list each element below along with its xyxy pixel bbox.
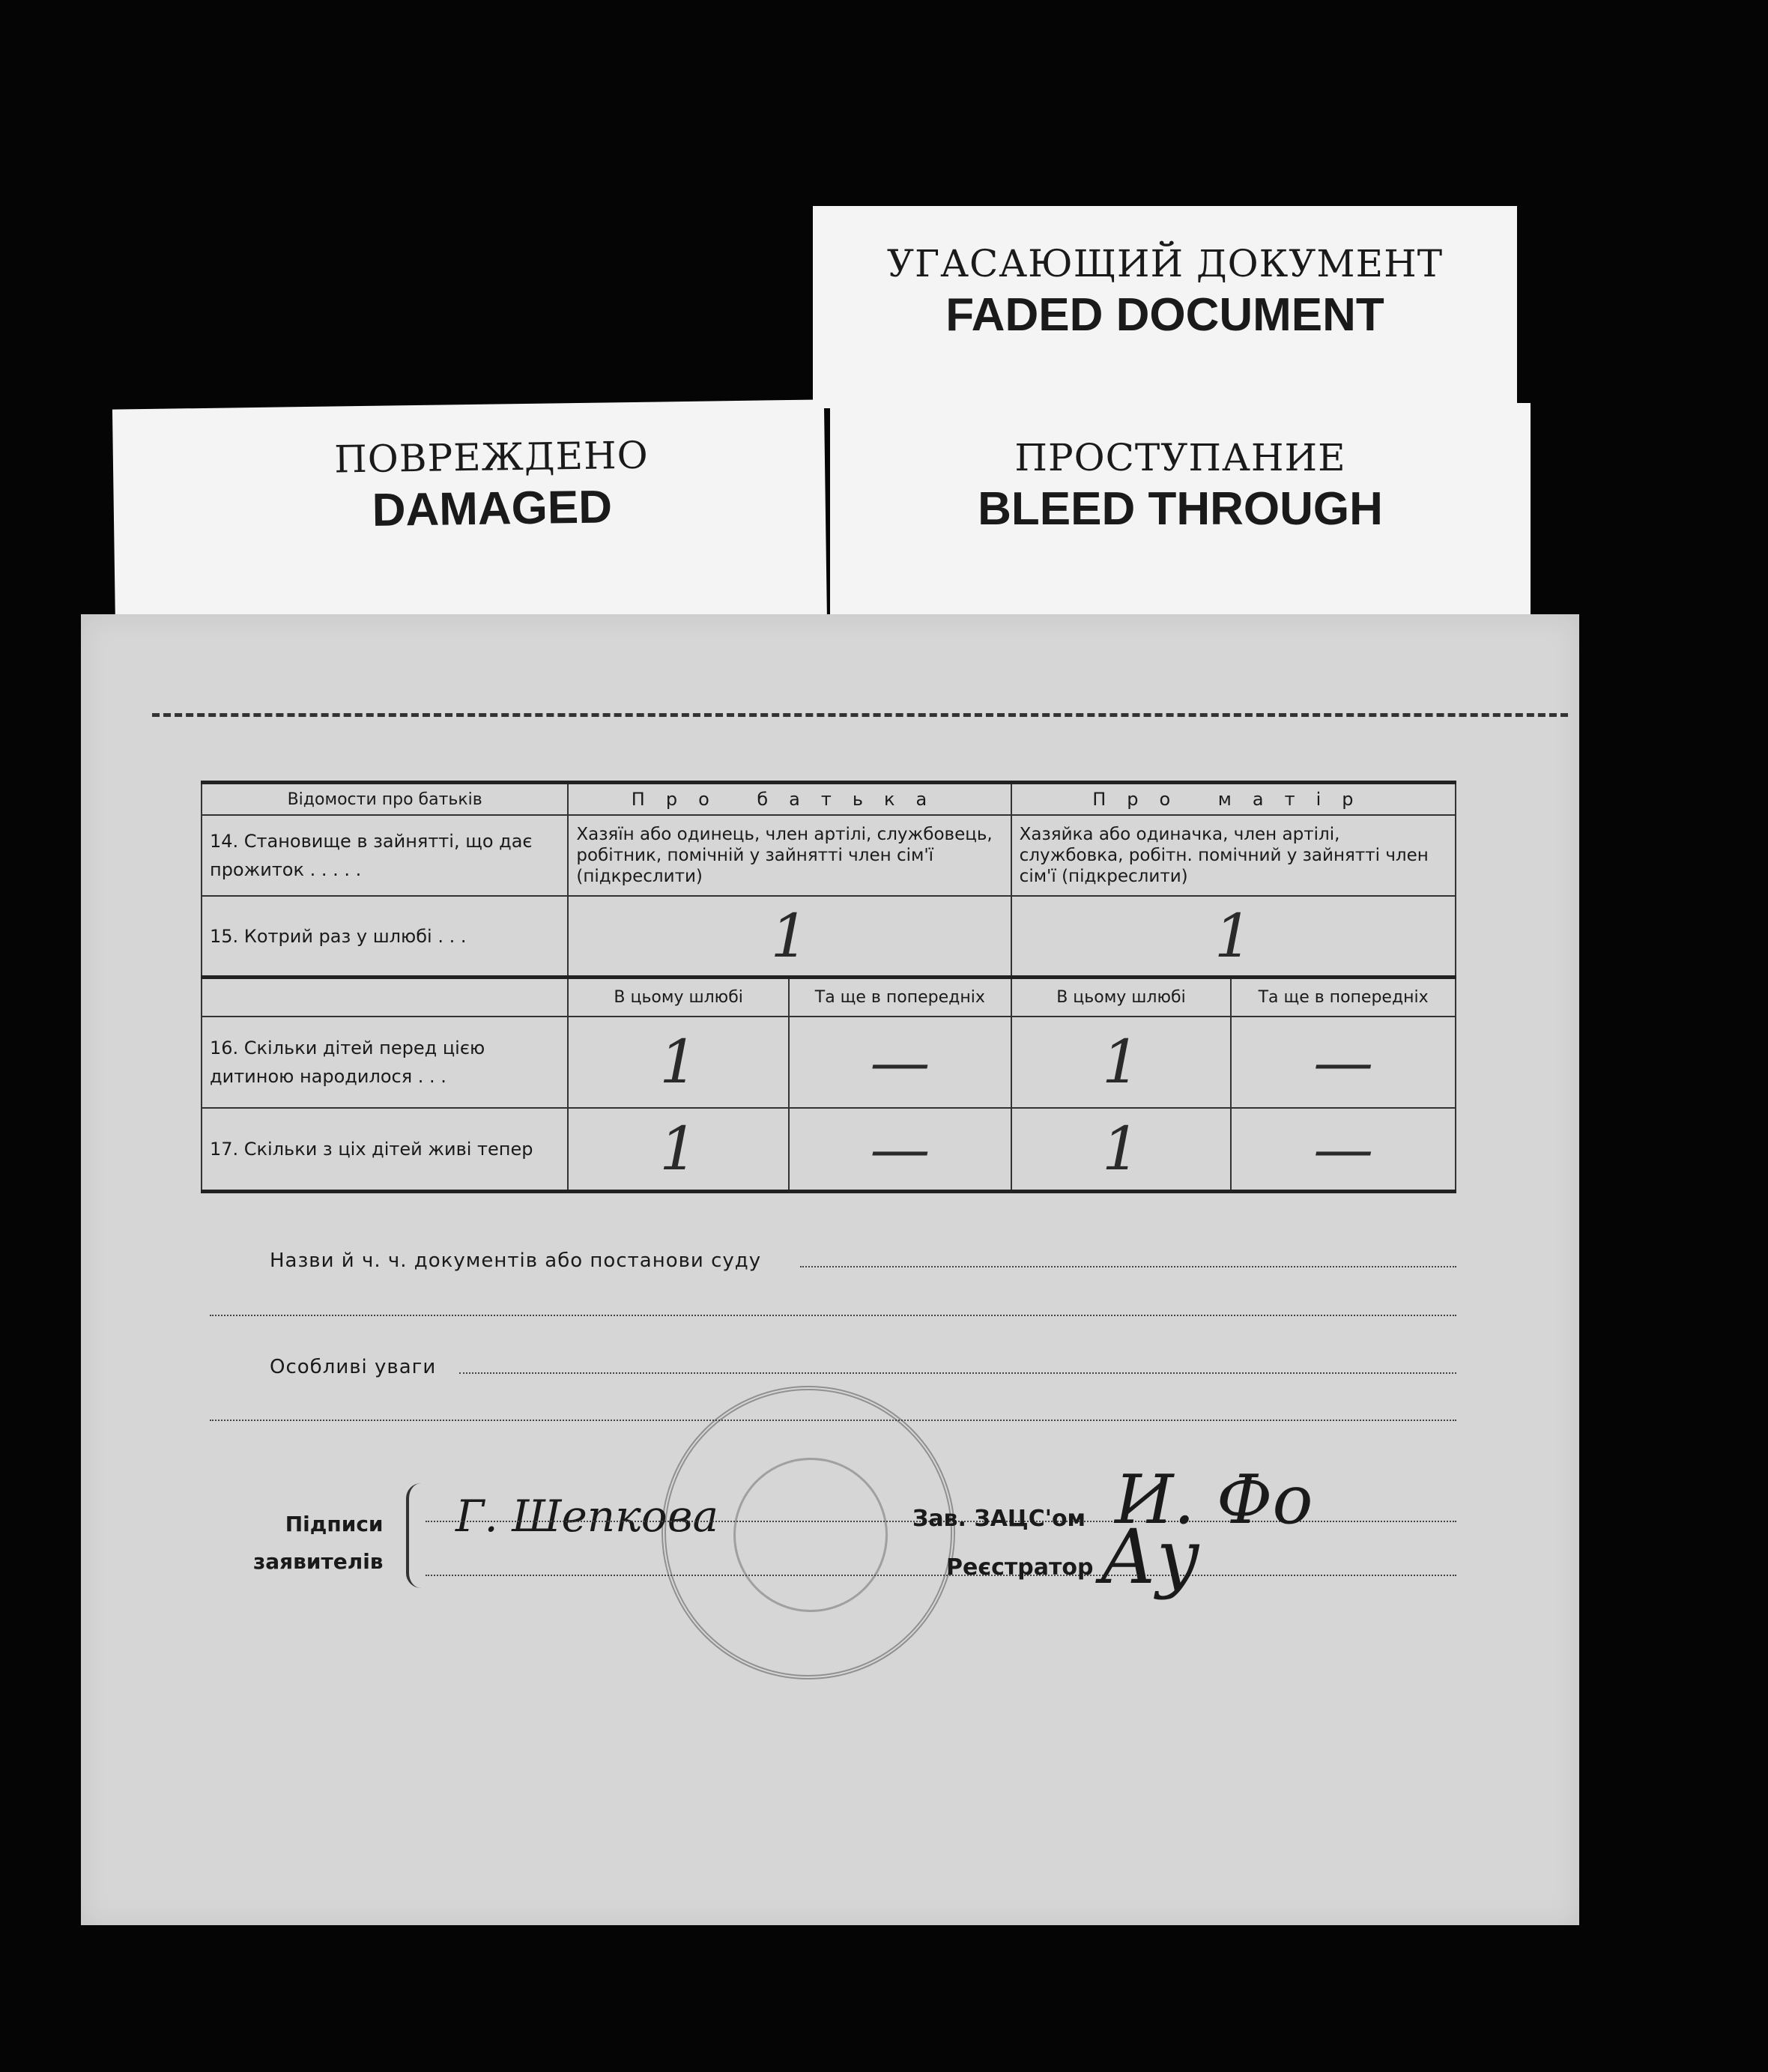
row14-mother: Хазяйка або одиначка, член артілі, службовка, робітн. помічний у зайнятті член сім'ї (підкреслити) (1011, 815, 1456, 896)
faded-tag-ru: УГАСАЮЩИЙ ДОКУМЕНТ (886, 242, 1444, 285)
header-parents-info: Відомости про батьків (202, 783, 568, 816)
head-registrar-label: Зав. ЗАЦС'ом (912, 1506, 1086, 1532)
documents-label: Назви й ч. ч. документів або постанови суду (270, 1249, 762, 1272)
brace (406, 1483, 423, 1588)
documents-line (800, 1266, 1456, 1267)
head-registrar-signature: И. Фо (1115, 1461, 1313, 1539)
table-row (202, 1108, 1456, 1192)
row16-mother-current: 1 (1011, 1017, 1232, 1108)
row15-mother: 1 (1011, 896, 1456, 978)
row16-father-prev: — (789, 1017, 1011, 1108)
row15-father: 1 (568, 896, 1011, 978)
subheader-empty (202, 978, 568, 1017)
row16-label: 16. Скільки дітей перед цією дитиною народилося . . . (202, 1017, 568, 1108)
registrar-label: Реєстратор (946, 1554, 1094, 1581)
row17-mother-prev: — (1231, 1108, 1456, 1192)
row16-mother-prev: — (1231, 1017, 1456, 1108)
row15-label: 15. Котрий раз у шлюбі . . . (202, 896, 568, 978)
table-header-row (202, 783, 1456, 816)
row17-mother-current: 1 (1011, 1108, 1232, 1192)
faded-document-tag (813, 206, 1517, 408)
header-father: Про батька (568, 783, 1011, 816)
signature-line-2 (426, 1575, 1456, 1576)
faded-tag-en: FADED DOCUMENT (945, 289, 1384, 341)
row14-label: 14. Становище в зайнятті, що дає прожиток . . . . . (202, 815, 568, 896)
signatures-label (253, 1506, 384, 1581)
registrar-signature: Ау (1100, 1513, 1200, 1601)
table-subheader-row (202, 978, 1456, 1017)
parents-info-table (201, 781, 1456, 1193)
subheader-father-current: В цьому шлюбі (568, 978, 789, 1017)
signatures-label-line1: Підписи (285, 1512, 384, 1536)
damaged-tag-en: DAMAGED (372, 481, 613, 536)
cut-line (152, 713, 1568, 717)
row17-label: 17. Скільки з ціх дітей живі тепер (202, 1108, 568, 1192)
signatures-label-line2: заявителів (253, 1549, 384, 1574)
table-row (202, 815, 1456, 896)
document-sheet (81, 614, 1579, 1925)
table-row (202, 1017, 1456, 1108)
damaged-tag (112, 399, 827, 634)
subheader-mother-current: В цьому шлюбі (1011, 978, 1232, 1017)
row14-father: Хазяїн або одинець, член артілі, службовець, робітник, помічній у зайнятті член сім'ї (підкреслити) (568, 815, 1011, 896)
bleed-tag-en: BLEED THROUGH (978, 483, 1383, 535)
bleed-through-tag (830, 403, 1531, 628)
applicant-signature: Г. Шепкова (455, 1491, 719, 1542)
row17-father-prev: — (789, 1108, 1011, 1192)
notes-line (459, 1372, 1456, 1374)
table-row (202, 896, 1456, 978)
damaged-tag-ru: ПОВРЕЖДЕНО (333, 433, 649, 482)
bleed-tag-ru: ПРОСТУПАНИЕ (1014, 436, 1346, 479)
row16-father-current: 1 (568, 1017, 789, 1108)
subheader-mother-previous: Та ще в попередніх (1231, 978, 1456, 1017)
subheader-father-previous: Та ще в попередніх (789, 978, 1011, 1017)
documents-line-2 (210, 1315, 1456, 1316)
row17-father-current: 1 (568, 1108, 789, 1192)
header-mother: Про матір (1011, 783, 1456, 816)
notes-label: Особливі уваги (270, 1356, 437, 1378)
